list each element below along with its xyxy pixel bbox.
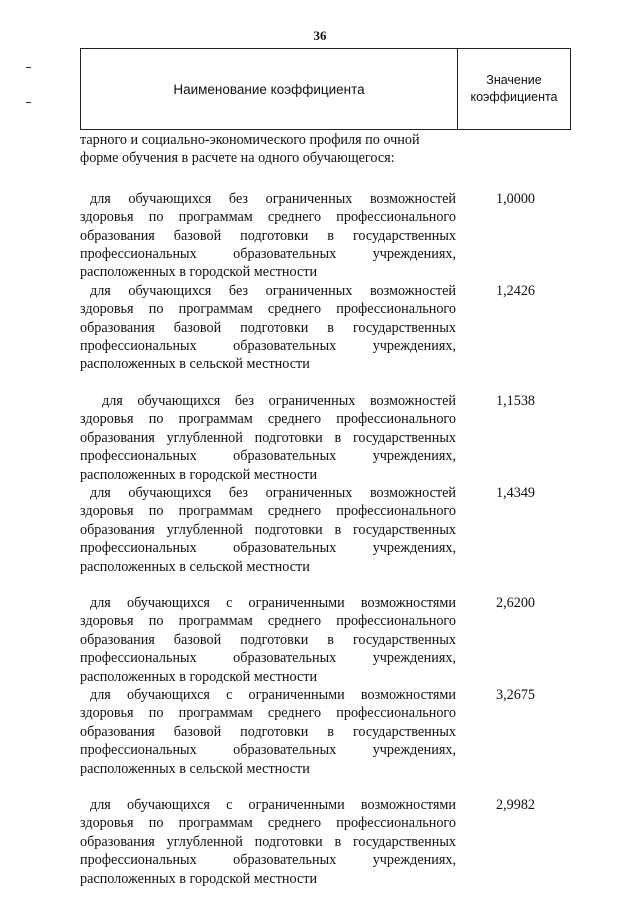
table-header (80, 48, 571, 130)
column-header-value-line2: коэффициента (470, 90, 558, 104)
column-header-value-line1: Значение (486, 73, 542, 87)
row-value: 1,1538 (495, 392, 535, 409)
table-row (80, 484, 571, 576)
row-name: для обучающихся без ограниченных возможностей здоровья по программам среднего профессионального образования углубленной подготовки в государственных профессиональных образовательных учреждениях, расположенных в сельской местности (80, 484, 456, 575)
row-value: 3,2675 (495, 686, 535, 703)
table-row (80, 190, 571, 282)
row-name: для обучающихся без ограниченных возможностей здоровья по программам среднего профессионального образования базовой подготовки в государственных профессиональных образовательных учреждениях, расположенных в городской местности (80, 190, 456, 281)
row-name: для обучающихся без ограниченных возможностей здоровья по программам среднего профессионального образования углубленной подготовки в государственных профессиональных образовательных учреждениях, расположенных в городской местности (80, 392, 456, 483)
margin-mark (26, 67, 31, 68)
column-header-name: Наименование коэффициента (81, 49, 458, 129)
row-name: для обучающихся с ограниченными возможностями здоровья по программам среднего профессионального образования углубленной подготовки в государственных профессиональных образовательных учреждениях, расположенных в городской местности (80, 797, 456, 887)
page-number: 36 (313, 28, 327, 43)
margin-mark (26, 102, 31, 103)
intro-text: тарного и социально-экономического профиля по очной форме обучения в расчете на одного обучающегося: (80, 132, 420, 167)
table-row (80, 686, 571, 778)
table-row (80, 796, 571, 888)
row-value: 2,9982 (495, 797, 535, 813)
column-header-value (458, 49, 570, 129)
row-value: 1,2426 (495, 282, 535, 299)
table-row (80, 392, 571, 484)
row-name: для обучающихся с ограниченными возможностями здоровья по программам среднего профессионального образования базовой подготовки в государственных профессиональных образовательных учреждениях, расположенных в городской местности (80, 594, 456, 685)
table-row (80, 282, 571, 374)
row-name: для обучающихся с ограниченными возможностями здоровья по программам среднего профессионального образования базовой подготовки в государственных профессиональных образовательных учреждениях, расположенных в сельской местности (80, 686, 456, 777)
row-name: для обучающихся без ограниченных возможностей здоровья по программам среднего профессионального образования базовой подготовки в государственных профессиональных образовательных учреждениях, расположенных в сельской местности (80, 282, 456, 373)
table-row (80, 594, 571, 686)
row-value: 1,0000 (495, 190, 535, 207)
row-value: 1,4349 (495, 484, 535, 501)
table-body (80, 131, 571, 888)
row-value: 2,6200 (495, 594, 535, 611)
